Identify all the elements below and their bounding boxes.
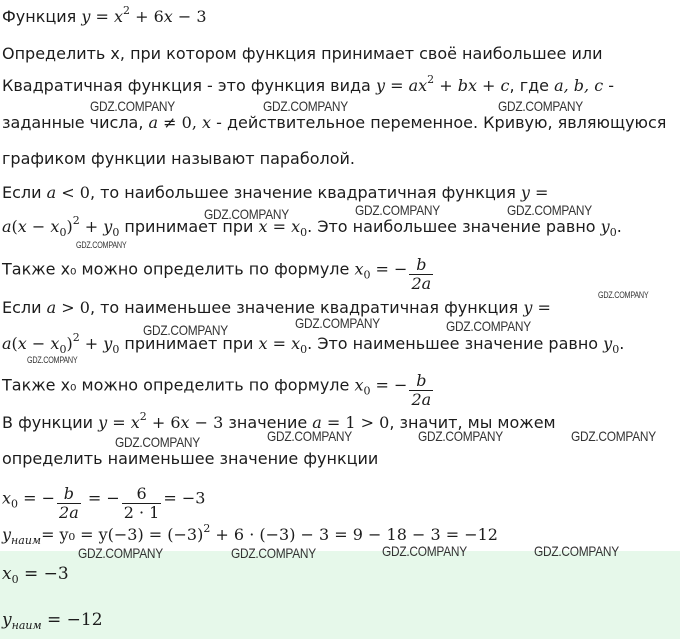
answer-y: $y_{наим} = -12$ [2, 610, 103, 632]
theory-line-1: Квадратичная функция - это функция вида $y = ax^2$ + bx + c, где a, b, c - [2, 73, 615, 95]
watermark: GDZ.COMPANY [27, 355, 78, 365]
watermark: GDZ.COMPANY [204, 206, 289, 222]
theory-line-2: заданные числа, a ≠ 0, x - действительное переменное. Кривую, являющуюся [2, 113, 667, 132]
watermark: GDZ.COMPANY [598, 290, 649, 300]
watermark: GDZ.COMPANY [507, 202, 592, 218]
neg-case-line-2: $a(x - x_0)^2 + y_0$ принимает при $x = x_0$. Это наибольшее значение равно $y_0$. [2, 214, 622, 239]
watermark: GDZ.COMPANY [76, 240, 127, 250]
formula-note-1: Также x₀ можно определить по формуле $x_0$ = − $\frac{b}{2a}$ [2, 255, 432, 293]
solution-line-2: определить наименьшее значение функции [2, 449, 379, 468]
watermark: GDZ.COMPANY [231, 545, 316, 561]
watermark: GDZ.COMPANY [263, 98, 348, 114]
watermark: GDZ.COMPANY [571, 428, 656, 444]
formula-note-2: Также x₀ можно определить по формуле $x_0$ = − $\frac{b}{2a}$ [2, 371, 432, 409]
watermark: GDZ.COMPANY [382, 543, 467, 559]
watermark: GDZ.COMPANY [90, 98, 175, 114]
watermark: GDZ.COMPANY [143, 322, 228, 338]
watermark: GDZ.COMPANY [418, 428, 503, 444]
watermark: GDZ.COMPANY [115, 434, 200, 450]
pos-case-line-1: Если a > 0, то наименьшее значение квадратичная функция y = [2, 298, 551, 317]
watermark: GDZ.COMPANY [498, 98, 583, 114]
answer-box [0, 551, 680, 639]
calc-y: $y_{наим}= y_0 = y(-3) = (-3)^2 + 6 \cdot (-3) - 3 = 9 - 18 - 3 = -12$ [2, 522, 498, 547]
watermark: GDZ.COMPANY [78, 545, 163, 561]
neg-case-line-1: Если a < 0, то наибольшее значение квадратичная функция y = [2, 183, 549, 202]
solution-line-1: В функции $y = x^2 + 6x - 3$ значение a = 1 > 0, значит, мы можем [2, 410, 556, 432]
watermark: GDZ.COMPANY [295, 315, 380, 331]
watermark: GDZ.COMPANY [355, 202, 440, 218]
watermark: GDZ.COMPANY [446, 318, 531, 334]
answer-x0: $x_0 = -3$ [2, 564, 69, 586]
watermark: GDZ.COMPANY [267, 428, 352, 444]
pos-case-line-2: $a(x - x_0)^2 + y_0$ принимает при $x = x_0$. Это наименьшее значение равно $y_0$. [2, 331, 625, 356]
watermark: GDZ.COMPANY [534, 543, 619, 559]
calc-x0: $x_0$ = − $\frac{b}{2a}$ = − $\frac{6}{2 \cdot 1}$ = −3 [2, 484, 206, 522]
theory-line-3: графиком функции называют параболой. [2, 149, 355, 168]
title: Функция $y = x^2 + 6x - 3$ [2, 4, 207, 26]
task-text: Определить x, при котором функция принимает своё наибольшее или [2, 44, 603, 63]
